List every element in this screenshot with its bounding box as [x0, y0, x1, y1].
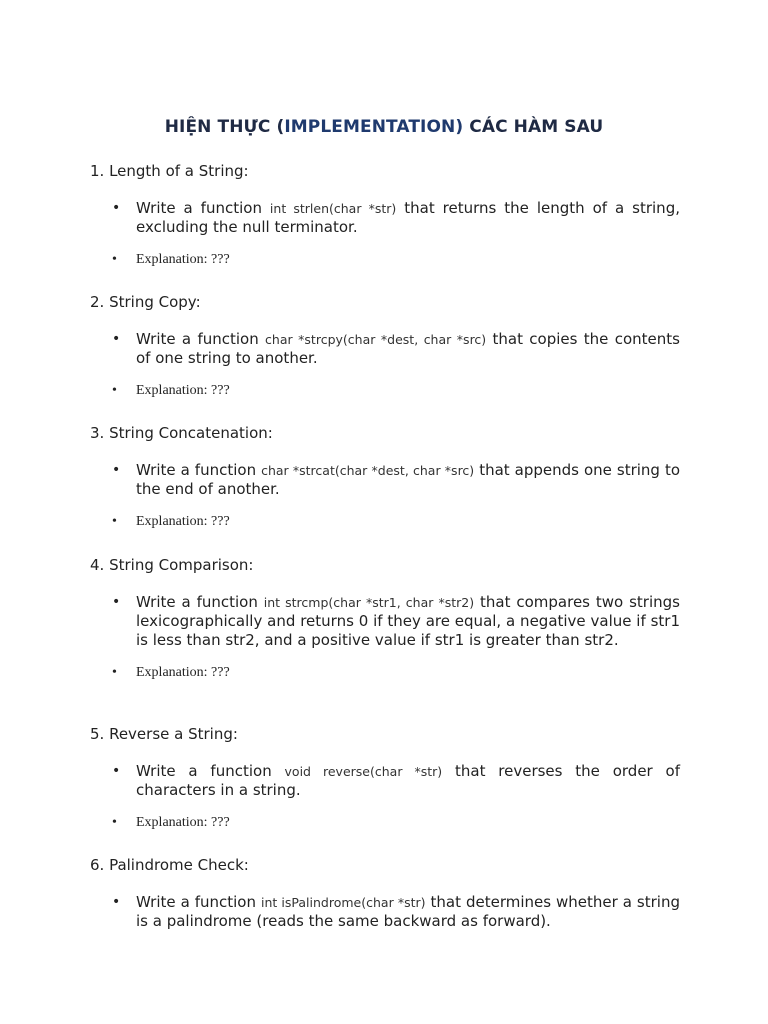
- bullet-icon: •: [112, 815, 117, 830]
- bullet-icon: •: [112, 331, 121, 347]
- explanation-text: Explanation: ???: [136, 252, 230, 267]
- task-description: that appends one string to the end of another.: [136, 461, 681, 498]
- task-lead: Write a function: [136, 330, 259, 348]
- section-items: [90, 593, 680, 682]
- task-item: [90, 893, 680, 931]
- bullet-icon: •: [112, 514, 117, 529]
- item-gap: [90, 499, 680, 513]
- explanation-text: Explanation: ???: [136, 383, 230, 398]
- explanation-text: Explanation: ???: [136, 815, 230, 830]
- section-copy: [90, 292, 680, 400]
- section-heading: 3. String Concatenation:: [90, 424, 273, 442]
- item-gap: [90, 650, 680, 664]
- function-signature: int strlen(char *str): [269, 201, 397, 216]
- explanation-item: [90, 664, 680, 682]
- section-heading: 2. String Copy:: [90, 293, 201, 311]
- function-signature: char *strcat(char *dest, char *src): [261, 463, 475, 478]
- task-item: [90, 199, 680, 237]
- bullet-icon: •: [112, 594, 121, 610]
- title-prefix: HIỆN THỰC (: [164, 117, 285, 137]
- bullet-icon: •: [112, 462, 121, 478]
- bullet-icon: •: [112, 383, 117, 398]
- bullet-icon: •: [112, 894, 121, 910]
- task-item: [90, 330, 680, 368]
- explanation-item: [90, 251, 680, 269]
- section-items: [90, 461, 680, 531]
- task-description: that compares two strings lexicographically and returns 0 if they are equal, a negative value if str1 is less than str2, and a positive value if str1 is greater than str2.: [136, 593, 680, 649]
- task-description: that reverses the order of characters in a string.: [136, 762, 680, 799]
- task-item: [90, 762, 680, 800]
- task-lead: Write a function: [136, 199, 262, 217]
- function-signature: void reverse(char *str): [284, 764, 443, 779]
- function-signature: int strcmp(char *str1, char *str2): [263, 595, 475, 610]
- section-reverse: [90, 724, 680, 832]
- title-accent: IMPLEMENTATION): [284, 117, 464, 137]
- explanation-item: [90, 814, 680, 832]
- page-title: [0, 117, 768, 137]
- section-concatenation: [90, 423, 680, 531]
- title-suffix: CÁC HÀM SAU: [463, 117, 604, 137]
- section-heading: 4. String Comparison:: [90, 556, 254, 574]
- item-gap: [90, 368, 680, 382]
- item-gap: [90, 800, 680, 814]
- section-items: [90, 893, 680, 931]
- section-length: [90, 161, 680, 269]
- explanation-item: [90, 382, 680, 400]
- section-items: [90, 199, 680, 269]
- task-lead: Write a function: [136, 461, 257, 479]
- section-items: [90, 762, 680, 832]
- task-description: that copies the contents of one string to another.: [136, 330, 680, 367]
- task-item: [90, 461, 680, 499]
- task-description: that determines whether a string is a palindrome (reads the same backward as forward).: [136, 893, 680, 930]
- section-comparison: [90, 555, 680, 682]
- section-palindrome: [90, 855, 680, 931]
- task-lead: Write a function: [136, 893, 256, 911]
- function-signature: int isPalindrome(char *str): [260, 895, 426, 910]
- task-lead: Write a function: [136, 593, 258, 611]
- explanation-text: Explanation: ???: [136, 665, 230, 680]
- bullet-icon: •: [112, 665, 117, 680]
- section-heading: 1. Length of a String:: [90, 162, 249, 180]
- task-description: that returns the length of a string, excluding the null terminator.: [136, 199, 680, 236]
- section-heading: 5. Reverse a String:: [90, 725, 238, 743]
- task-item: [90, 593, 680, 650]
- bullet-icon: •: [112, 200, 121, 216]
- explanation-text: Explanation: ???: [136, 514, 230, 529]
- bullet-icon: •: [112, 763, 121, 779]
- section-heading: 6. Palindrome Check:: [90, 856, 249, 874]
- task-lead: Write a function: [136, 762, 272, 780]
- bullet-icon: •: [112, 252, 117, 267]
- explanation-item: [90, 513, 680, 531]
- section-items: [90, 330, 680, 400]
- function-signature: char *strcpy(char *dest, char *src): [265, 332, 487, 347]
- item-gap: [90, 237, 680, 251]
